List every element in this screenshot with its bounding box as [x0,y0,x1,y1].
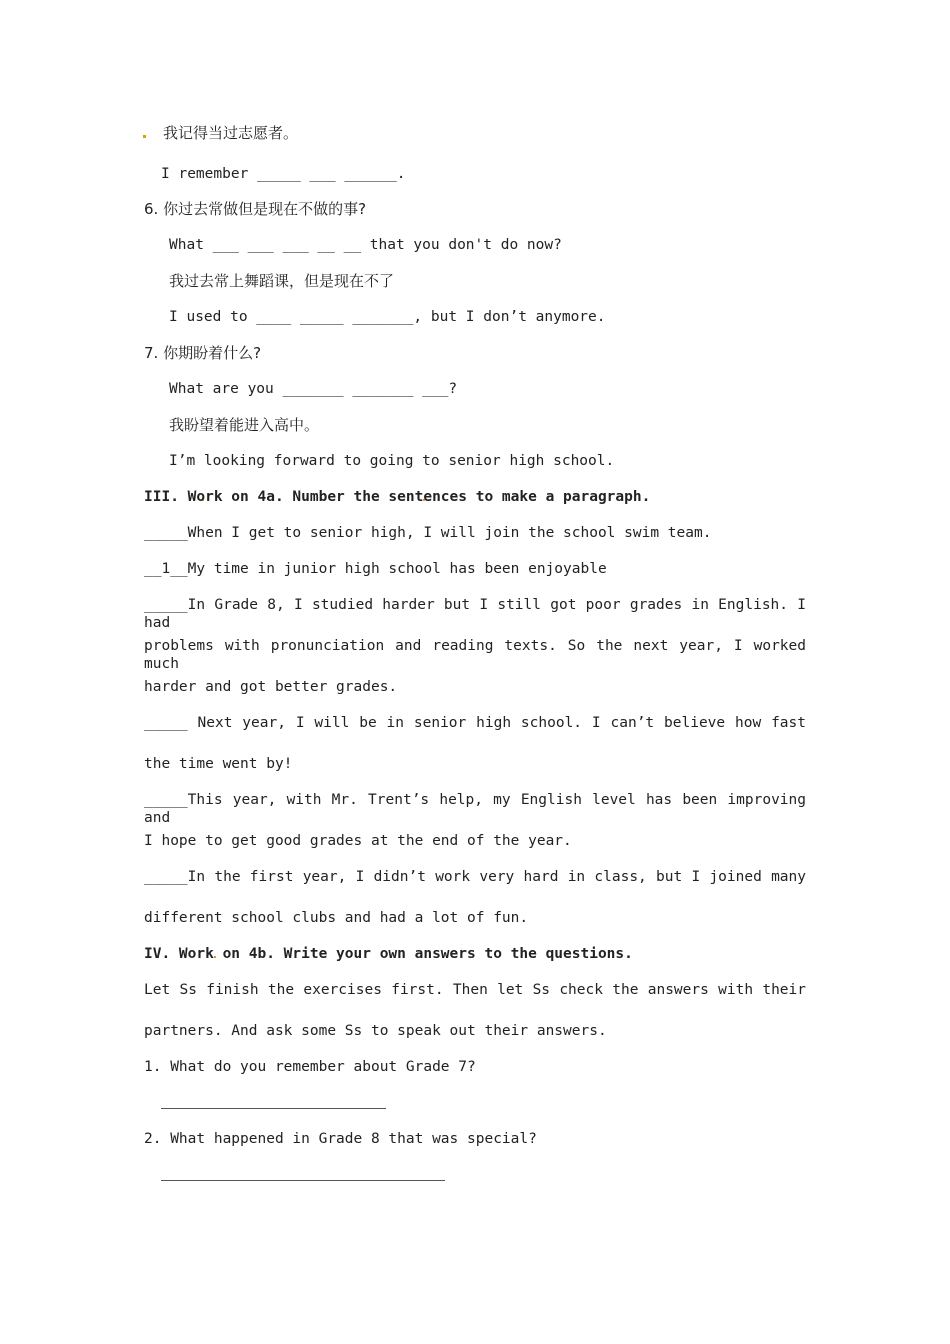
paragraph-line: problems with pronunciation and reading texts. So the next year, I worked much [144,638,806,672]
paragraph-line: harder and got better grades. [144,679,398,695]
bullet-mark [143,135,146,138]
answer-line[interactable] [161,1180,445,1181]
paragraph-line: I hope to get good grades at the end of the year. [144,833,572,849]
text-line: What are you _______ _______ ___? [169,381,458,397]
paragraph-line: _____This year, with Mr. Trent’s help, my English level has been improving and [144,792,806,826]
paragraph-line: the time went by! [144,756,293,772]
paragraph-line: _____In the first year, I didn’t work very hard in class, but I joined many [144,869,806,885]
paragraph-line: _____When I get to senior high, I will join the school swim team. [144,525,712,541]
instruction-line: partners. And ask some Ss to speak out their answers. [144,1023,607,1039]
instruction-line: Let Ss finish the exercises first. Then let Ss check the answers with their [144,982,806,998]
paragraph-line: _____In Grade 8, I studied harder but I still got poor grades in English. I had [144,597,806,631]
answer-line[interactable] [161,1108,386,1109]
text-line: 我盼望着能进入高中。 [169,416,320,434]
text-line: 我过去常上舞蹈课，但是现在不了 [169,272,395,290]
paragraph-line: __1__My time in junior high school has been enjoyable [144,561,607,577]
text-line: I used to ____ _____ _______, but I don’t anymore. [169,309,606,325]
question-2: 2. What happened in Grade 8 that was special? [144,1131,537,1147]
section-heading-iii: III. Work on 4a. Number the sentences to make a paragraph. [144,489,651,505]
question-6: 6. 你过去常做但是现在不做的事? [144,200,367,218]
question-1: 1. What do you remember about Grade 7? [144,1059,476,1075]
text-line: I remember _____ ___ ______. [161,166,406,182]
paragraph-line: different school clubs and had a lot of fun. [144,910,529,926]
text-line: What ___ ___ ___ __ __ that you don't do now? [169,237,562,253]
question-7: 7. 你期盼着什么? [144,344,262,362]
text-line: I’m looking forward to going to senior high school. [169,453,615,469]
paragraph-line: _____ Next year, I will be in senior high school. I can’t believe how fast [144,715,806,731]
section-heading-iv: IV. Work on 4b. Write your own answers to the questions. [144,946,633,962]
text-line: 我记得当过志愿者。 [163,124,299,142]
